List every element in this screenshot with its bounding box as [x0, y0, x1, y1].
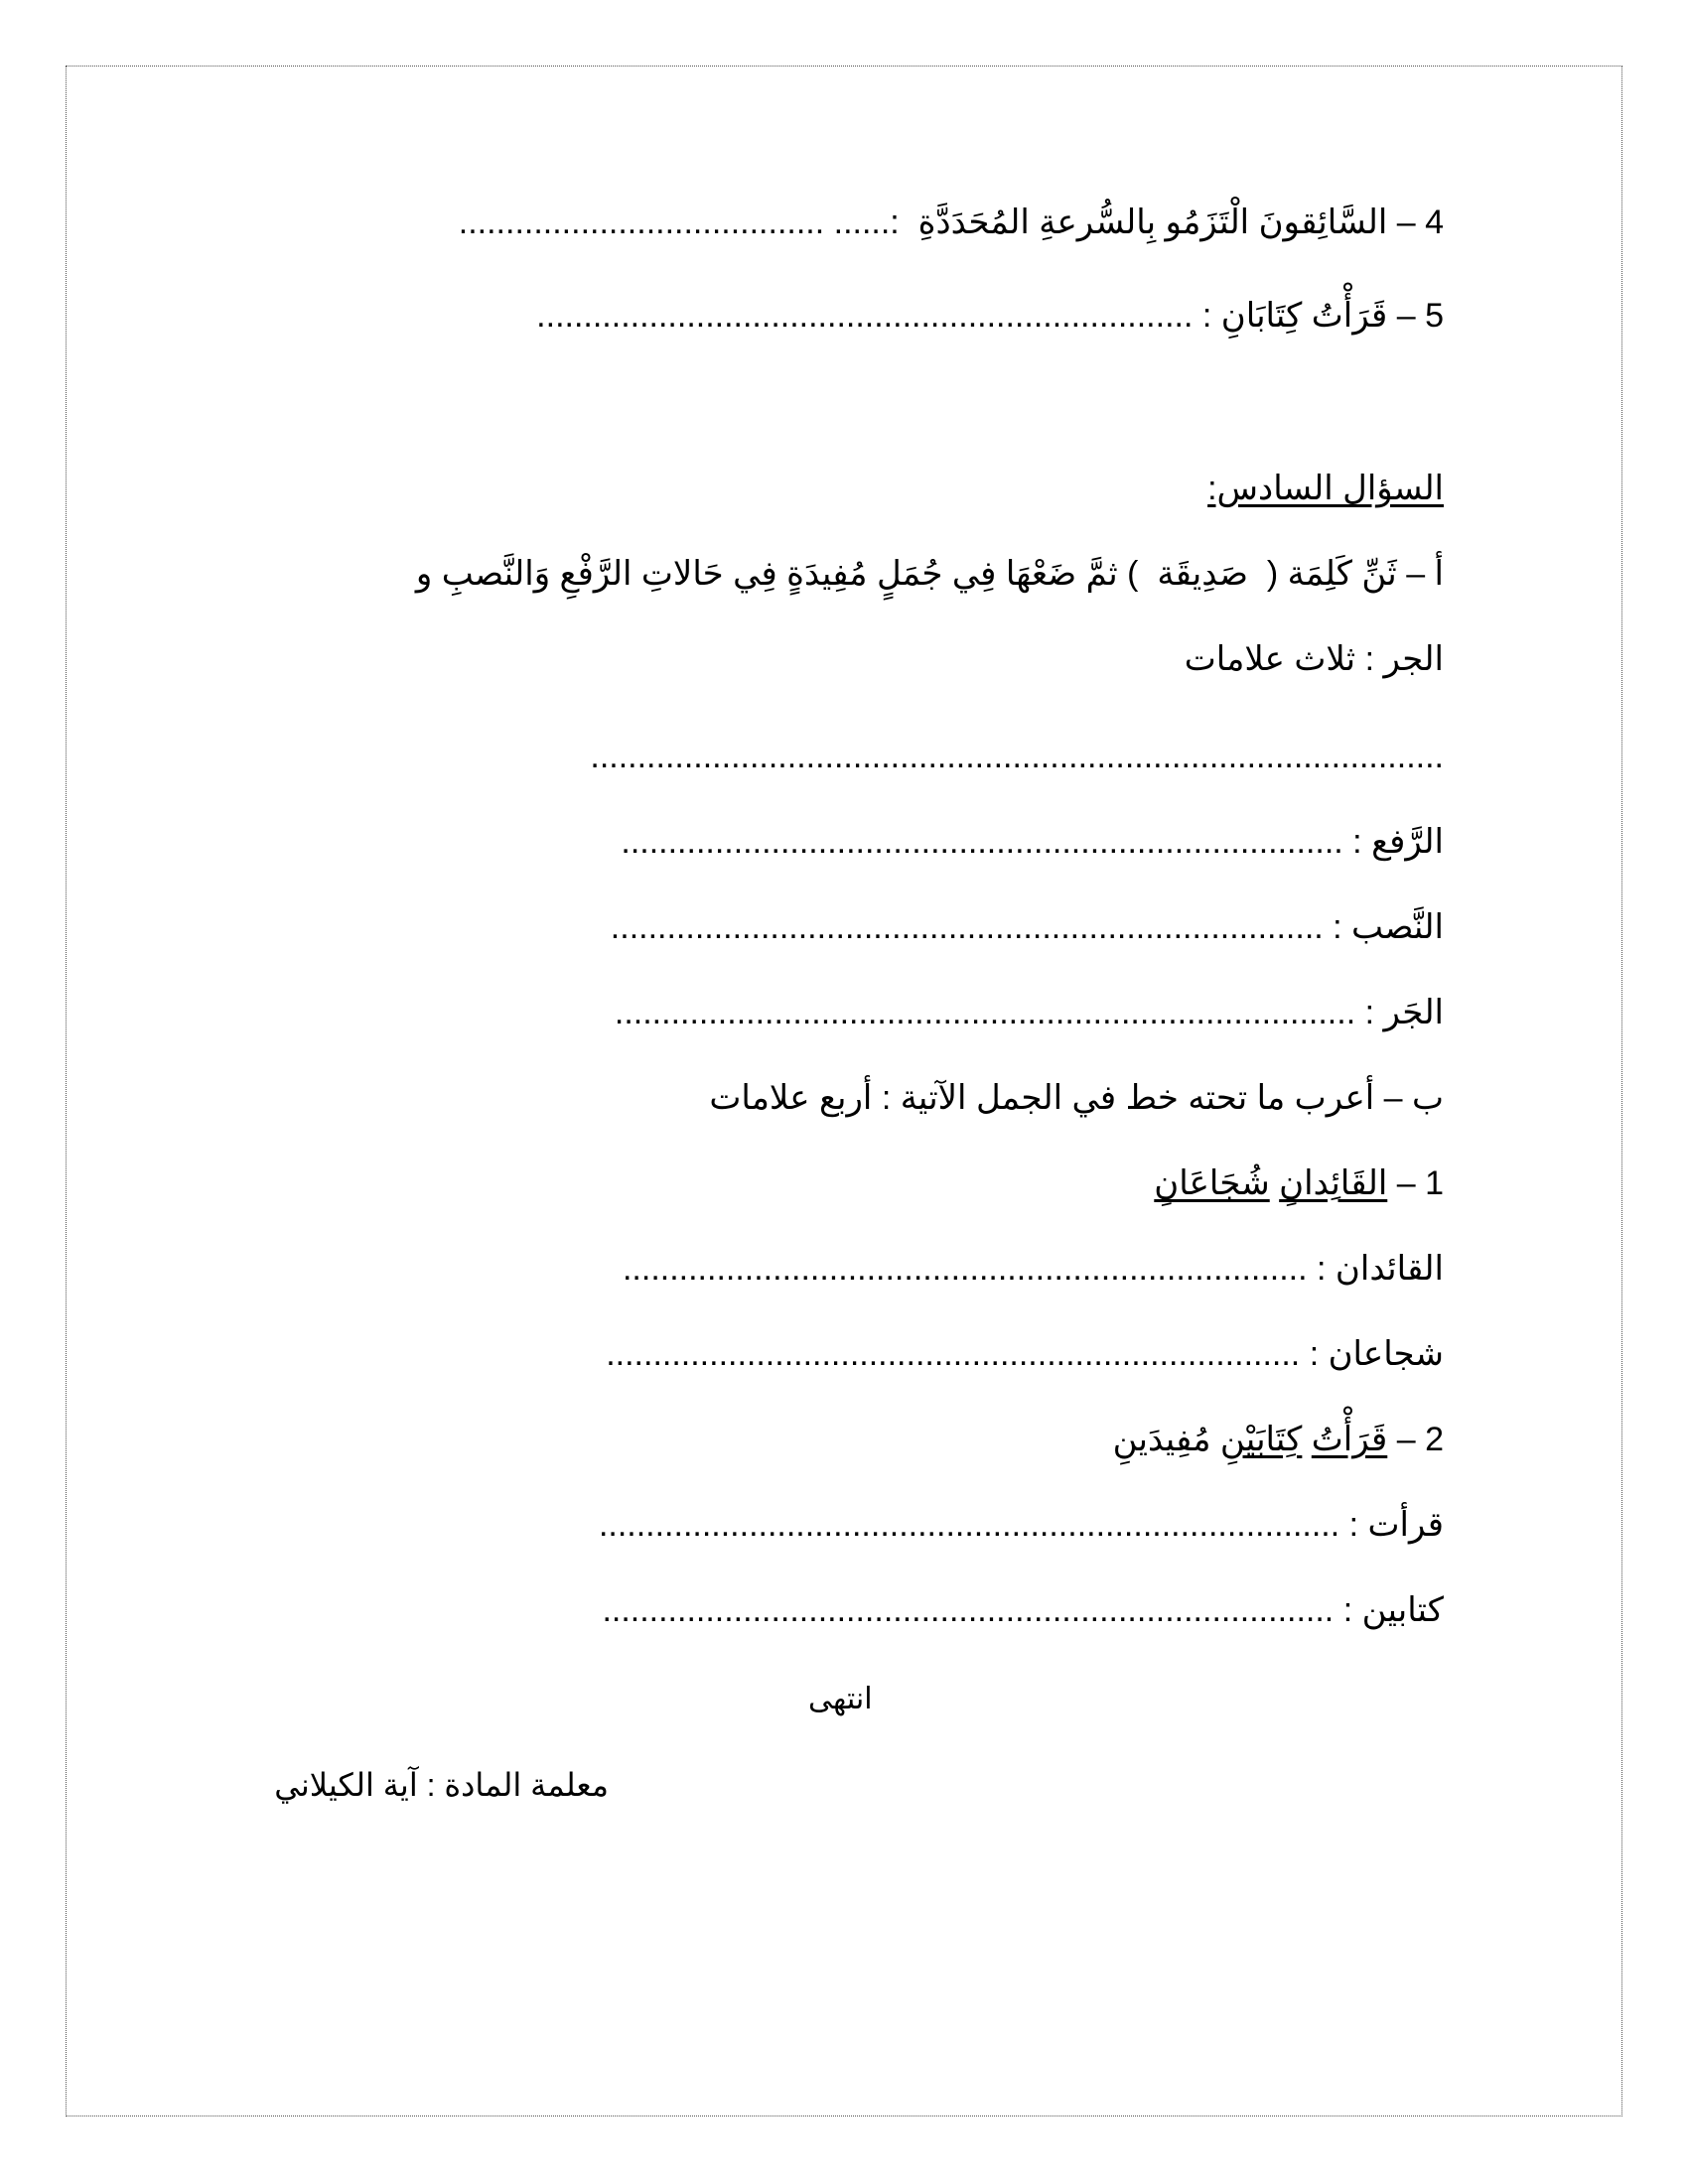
sentence-1-underlined-word-2: شُجَاعَانِ [1154, 1164, 1270, 1202]
q6-raf-line: الرَّفع : ............................................................................. [621, 823, 1444, 861]
q6-s2-word1-answer: قرأت : ............................................................................... [598, 1506, 1444, 1544]
q6-part-a-instruction: أ – ثَنِّ كَلِمَة ( صَدِيقَة ) ثمَّ ضَعْهَا فِي جُمَلٍ مُفِيدَةٍ فِي حَالاتِ الرَّفْعِ وَالنَّصبِ و [415, 555, 1444, 593]
q5-item-4-number: 4 – [1387, 204, 1444, 241]
q6-title: السؤال السادس: [1207, 470, 1444, 507]
q5-item-5 [536, 294, 1444, 338]
q6-sentence-2 [1113, 1418, 1444, 1461]
q5-item-4-text: السَّائِقونَ الْتَزَمُو بِالسُّرعةِ المُحَدَدَّةِ :...... ....................................... [458, 204, 1388, 241]
end-text: انتهى [808, 1683, 873, 1715]
q6-part-b-instruction: ب – أعرب ما تحته خط في الجمل الآتية : أربع علامات [709, 1079, 1444, 1117]
q6-s1-word2-answer: شجاعان : .......................................................................... [606, 1335, 1444, 1373]
sentence-2-underlined-word-2: كِتَابَيْنِ [1219, 1421, 1303, 1458]
q6-sentence-1 [1154, 1161, 1444, 1205]
q5-item-5-number: 5 – [1387, 297, 1444, 335]
q5-item-4 [459, 201, 1444, 244]
q6-jarr-line: الجَر : ............................................................................... [614, 994, 1444, 1031]
q5-item-5-text: قَرَأْتُ كِتَابَانِ : ...................................................................... [536, 297, 1388, 335]
sentence-1-number: 1 – [1387, 1164, 1444, 1202]
q6-nasb-line: النَّصب : ............................................................................ [610, 908, 1444, 946]
sentence-2-underlined-word-1: قَرَأْتُ [1311, 1421, 1388, 1458]
sentence-2-number: 2 – [1387, 1421, 1444, 1458]
sentence-1-underlined-word-1: القَائِدانِ [1279, 1164, 1388, 1202]
q6-part-a-marks: الجر : ثلاث علامات [1184, 640, 1444, 678]
sentence-2-word-3: مُفِيدَينِ [1112, 1421, 1211, 1458]
teacher-signature: معلمة المادة : آية الكيلاني [274, 1767, 609, 1803]
q6-s1-word1-answer: القائدان : ......................................................................... [622, 1250, 1444, 1288]
q6-answer-blank: ........................................................................................... [590, 738, 1444, 775]
q6-s2-word2-answer: كتابين : .............................................................................. [602, 1591, 1444, 1629]
